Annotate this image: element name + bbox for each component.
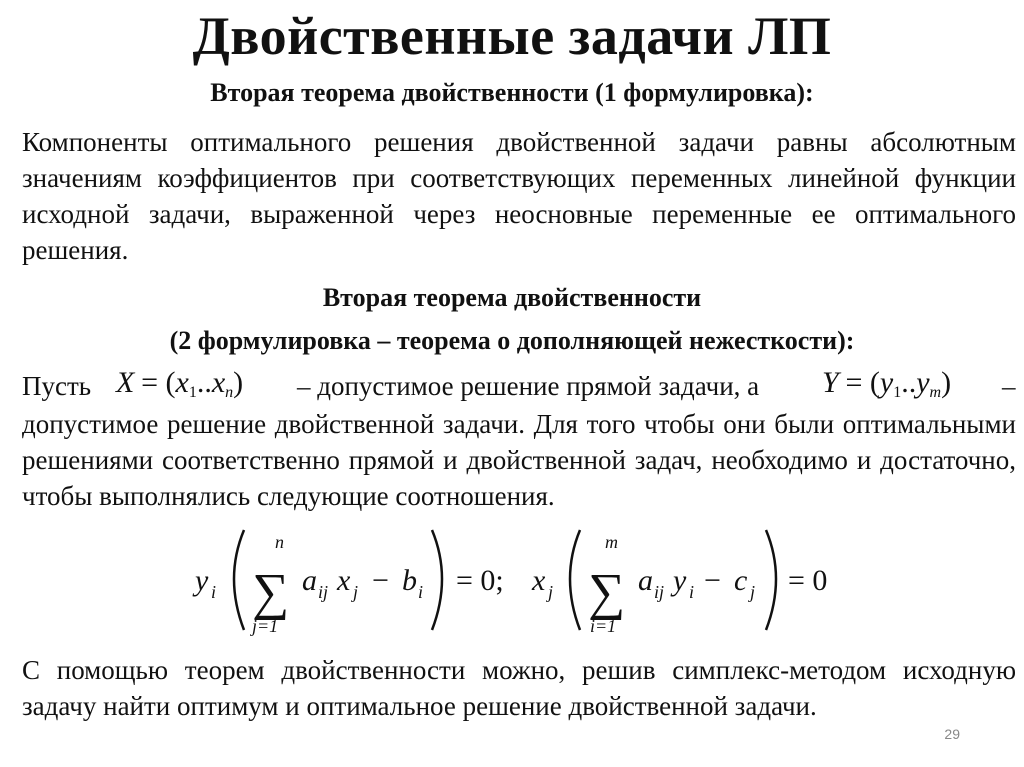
left-sum-sign: ∑ [252, 564, 290, 621]
right-close-paren [766, 530, 776, 630]
right-term: a [638, 564, 653, 597]
theorem2-first-line [22, 368, 1016, 408]
x-vector-first-sub: 1 [188, 384, 197, 401]
right-coef: x [532, 564, 546, 597]
left-term-sub: ij [318, 582, 329, 602]
left-sum-upper: n [275, 532, 284, 552]
left-var: x [337, 564, 351, 597]
right-minus: − [704, 564, 721, 597]
left-open-paren [234, 530, 244, 630]
right-term-sub: ij [654, 582, 665, 602]
right-rhs-sub: j [750, 582, 756, 602]
right-sum-sign: ∑ [588, 564, 626, 621]
y-vector-first-sub: 1 [893, 384, 902, 401]
y-vector-last-sub: m [929, 384, 942, 401]
left-rhs-sub: i [418, 582, 424, 602]
x-vector-eq: = ( [141, 366, 176, 399]
slide-title: Двойственные задачи ЛП [192, 6, 832, 66]
right-sum-lower: i=1 [590, 616, 617, 636]
right-coef-sub: j [548, 582, 554, 602]
left-coef-sub: i [211, 582, 217, 602]
y-vector-eq: = ( [845, 366, 880, 399]
conclusion-text: С помощью теорем двойственности можно, решив симплекс-методом исходную задачу найти оптимум и оптимальное решение двойственной задачи. [22, 655, 1016, 721]
x-vector-formula [116, 365, 243, 411]
left-coef: y [195, 564, 209, 597]
left-close-paren [432, 530, 442, 630]
theorem1-heading: Вторая теорема двойственности (1 формулировка): [210, 78, 814, 107]
after-y-text: – [1002, 371, 1016, 401]
y-vector-last: y [916, 366, 930, 399]
x-vector-dots: .. [196, 366, 212, 399]
theorem2-heading-line2: (2 формулировка – теорема о дополняющей нежесткости): [169, 326, 855, 355]
theorem1-body: Компоненты оптимального решения двойственной задачи равны абсолютным значениям коэффициентов при соответствующих переменных линейной функции исходной задачи, выраженной через неосновные переменные ее оптимального решения. [22, 127, 1016, 265]
x-vector-first: x [175, 366, 189, 399]
right-rhs: c [734, 564, 748, 597]
right-result: = 0 [788, 564, 828, 597]
x-vector-close: ) [233, 366, 244, 399]
x-vector-last: x [211, 366, 226, 399]
theorem2-body: допустимое решение двойственной задачи. Для того чтобы они были оптимальными решениями соответственно прямой и двойственной задач, необходимо и достаточно, чтобы выполнялись следующие соотношения. [22, 409, 1016, 511]
right-open-paren [570, 530, 580, 630]
left-var-sub: j [353, 582, 359, 602]
left-rhs: b [402, 564, 417, 597]
left-result: = 0; [456, 564, 504, 597]
right-var: y [673, 564, 687, 597]
x-vector-lhs: X [116, 366, 135, 399]
y-vector-close: ) [941, 366, 952, 399]
y-vector-first: y [879, 366, 894, 399]
right-var-sub: i [689, 582, 695, 602]
after-x-text: – допустимое решение прямой задачи, а [297, 371, 760, 401]
page-number: 29 [944, 726, 960, 742]
y-vector-lhs: Y [822, 366, 839, 399]
left-minus: − [372, 564, 389, 597]
let-word: Пусть [22, 371, 92, 401]
y-vector-formula [822, 365, 951, 411]
left-sum-lower: j=1 [252, 616, 279, 636]
x-vector-last-sub: n [225, 384, 234, 401]
theorem2-heading-line1: Вторая теорема двойственности [322, 283, 702, 312]
y-vector-dots: .. [901, 366, 917, 399]
left-term: a [302, 564, 317, 597]
right-sum-upper: m [605, 532, 618, 552]
